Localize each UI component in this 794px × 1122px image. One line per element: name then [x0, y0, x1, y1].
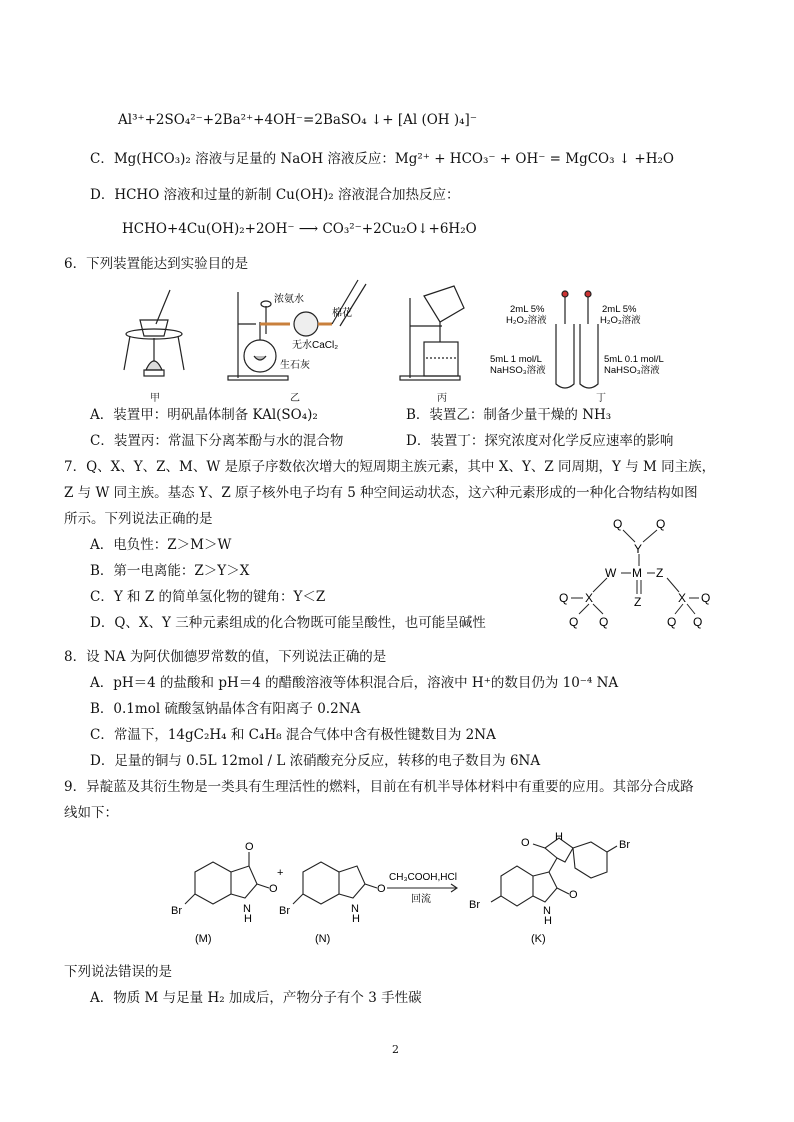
plus-sign: + — [277, 867, 284, 879]
label-ammonia-water: 浓氨水 — [274, 294, 304, 305]
n-bromine: Br — [279, 905, 290, 917]
q7-line-1: 7．Q、X、Y、Z、M、W 是原子序数依次增大的短周期主族元素，其中 X、Y、Z 同周期，Y 与 M 同主族， — [64, 459, 716, 475]
label-tube2-bot1: 5mL 0.1 mol/L — [604, 354, 664, 365]
k-bromine-1: Br — [619, 839, 630, 851]
m-oxygen-2: O — [269, 883, 278, 895]
atom-q7: Q — [667, 615, 677, 629]
structure-drawing — [555, 510, 720, 635]
apparatus-drawing — [110, 272, 710, 402]
k-hydrogen-1: H — [544, 915, 552, 927]
q8-option-a: A．pH＝4 的盐酸和 pH＝4 的醋酸溶液等体积混合后，溶液中 H⁺的数目仍为 10⁻⁴ NA — [90, 675, 619, 691]
atom-q4: Q — [569, 615, 579, 629]
label-n: (N) — [315, 933, 331, 945]
label-cotton: 棉花 — [332, 308, 352, 319]
synthesis-scheme — [165, 832, 635, 952]
label-tube2-bot2: NaHSO₃溶液 — [604, 365, 660, 376]
label-tube1-top2: H₂O₂溶液 — [506, 315, 547, 326]
k-oxygen-2: O — [569, 889, 578, 901]
label-tube2-top1: 2mL 5% — [602, 304, 637, 315]
m-oxygen-1: O — [245, 841, 254, 853]
k-hydrogen-2: H — [555, 832, 563, 843]
caption-ding: 丁 — [596, 393, 606, 404]
option-d: D．HCHO 溶液和过量的新制 Cu(OH)₂ 溶液混合加热反应： — [90, 187, 460, 203]
q6-option-b: B．装置乙：制备少量干燥的 NH₃ — [406, 407, 612, 423]
atom-z1: Z — [656, 566, 664, 580]
option-d-equation: HCHO+4Cu(OH)₂+2OH⁻ ⟶ CO₃²⁻+2Cu₂O↓+6H₂O — [122, 221, 477, 237]
k-oxygen-1: O — [521, 837, 530, 849]
atom-w: W — [605, 566, 617, 580]
atom-q6: Q — [701, 591, 711, 605]
q8-option-c: C．常温下，14gC₂H₄ 和 C₄H₈ 混合气体中含有极性键数目为 2NA — [90, 727, 496, 743]
atom-x2: X — [678, 591, 687, 605]
k-bromine-2: Br — [469, 899, 480, 911]
apparatus-bing — [400, 286, 464, 380]
condition-label: 回流 — [411, 894, 431, 905]
label-cacl2: 无水CaCl₂ — [292, 340, 339, 351]
atom-x1: X — [585, 591, 594, 605]
label-tube1-bot2: NaHSO₃溶液 — [490, 365, 546, 376]
n-hydrogen: H — [352, 913, 360, 925]
q7-line-3: 所示。下列说法正确的是 — [64, 511, 213, 527]
q8-option-b: B．0.1mol 硫酸氢钠晶体含有阳离子 0.2NA — [90, 701, 361, 717]
option-b-equation-continued: Al³⁺+2SO₄²⁻+2Ba²⁺+4OH⁻=2BaSO₄ ↓+ [Al (OH )₄]⁻ — [118, 112, 477, 128]
question-8: 8．设 NA 为阿伏伽德罗常数的值，下列说法正确的是 — [64, 649, 387, 665]
q9-option-a: A．物质 M 与足量 H₂ 加成后，产物分子有个 3 手性碳 — [90, 990, 422, 1006]
label-tube2-top2: H₂O₂溶液 — [600, 315, 641, 326]
caption-jia: 甲 — [150, 393, 160, 404]
atom-q3: Q — [559, 591, 569, 605]
apparatus-jia — [124, 290, 184, 376]
synthesis-drawing — [165, 832, 635, 952]
reagent-label: CH₃COOH,HCl — [389, 872, 457, 883]
q8-option-d: D．足量的铜与 0.5L 12mol / L 浓硝酸充分反应，转移的电子数目为 6NA — [90, 753, 541, 769]
n-oxygen: O — [377, 883, 386, 895]
label-lime: 生石灰 — [280, 360, 310, 371]
atom-q5: Q — [599, 615, 609, 629]
page-number: 2 — [392, 1043, 399, 1056]
q6-option-a: A．装置甲：明矾晶体制备 KAl(SO₄)₂ — [90, 407, 318, 423]
label-m: (M) — [195, 933, 212, 945]
q9-line-2: 线如下： — [64, 805, 118, 821]
q7-line-2: Z 与 W 同主族。基态 Y、Z 原子核外电子均有 5 种空间运动状态，这六种元素形成的一种化合物结构如图 — [64, 485, 698, 501]
m-hydrogen: H — [244, 913, 252, 925]
label-tube1-bot1: 5mL 1 mol/L — [490, 354, 542, 365]
k-nitrogen-1: N — [543, 905, 551, 917]
atom-q2: Q — [656, 517, 666, 531]
caption-yi: 乙 — [290, 393, 300, 404]
n-nitrogen: N — [351, 903, 359, 915]
q6-option-d: D．装置丁：探究浓度对化学反应速率的影响 — [406, 433, 674, 449]
atom-q8: Q — [693, 615, 703, 629]
atom-m: M — [632, 566, 642, 580]
q9-prompt: 下列说法错误的是 — [64, 964, 172, 980]
apparatus-figure — [110, 272, 710, 402]
q7-option-c: C．Y 和 Z 的简单氢化物的键角：Y＜Z — [90, 589, 326, 605]
q9-line-1: 9．异靛蓝及其衍生物是一类具有生理活性的燃料，目前在有机半导体材料中有重要的应用。其部分合成路 — [64, 779, 694, 795]
q7-option-a: A．电负性：Z＞M＞W — [90, 537, 232, 553]
q7-option-b: B．第一电离能：Z＞Y＞X — [90, 563, 250, 579]
label-tube1-top1: 2mL 5% — [510, 304, 545, 315]
atom-y: Y — [634, 542, 643, 556]
m-bromine: Br — [171, 905, 182, 917]
apparatus-ding — [556, 291, 598, 388]
label-k: (K) — [531, 933, 546, 945]
question-6: 6．下列装置能达到实验目的是 — [64, 256, 249, 272]
option-c: C．Mg(HCO₃)₂ 溶液与足量的 NaOH 溶液反应：Mg²⁺ + HCO₃⁻ + OH⁻ = MgCO₃ ↓ +H₂O — [90, 151, 674, 167]
m-nitrogen: N — [243, 903, 251, 915]
caption-bing: 丙 — [437, 393, 447, 404]
q7-option-d: D．Q、X、Y 三种元素组成的化合物既可能呈酸性，也可能呈碱性 — [90, 615, 486, 631]
atom-q1: Q — [613, 517, 623, 531]
q6-option-c: C．装置丙：常温下分离苯酚与水的混合物 — [90, 433, 344, 449]
atom-z2: Z — [634, 595, 642, 609]
compound-structure — [555, 510, 720, 635]
